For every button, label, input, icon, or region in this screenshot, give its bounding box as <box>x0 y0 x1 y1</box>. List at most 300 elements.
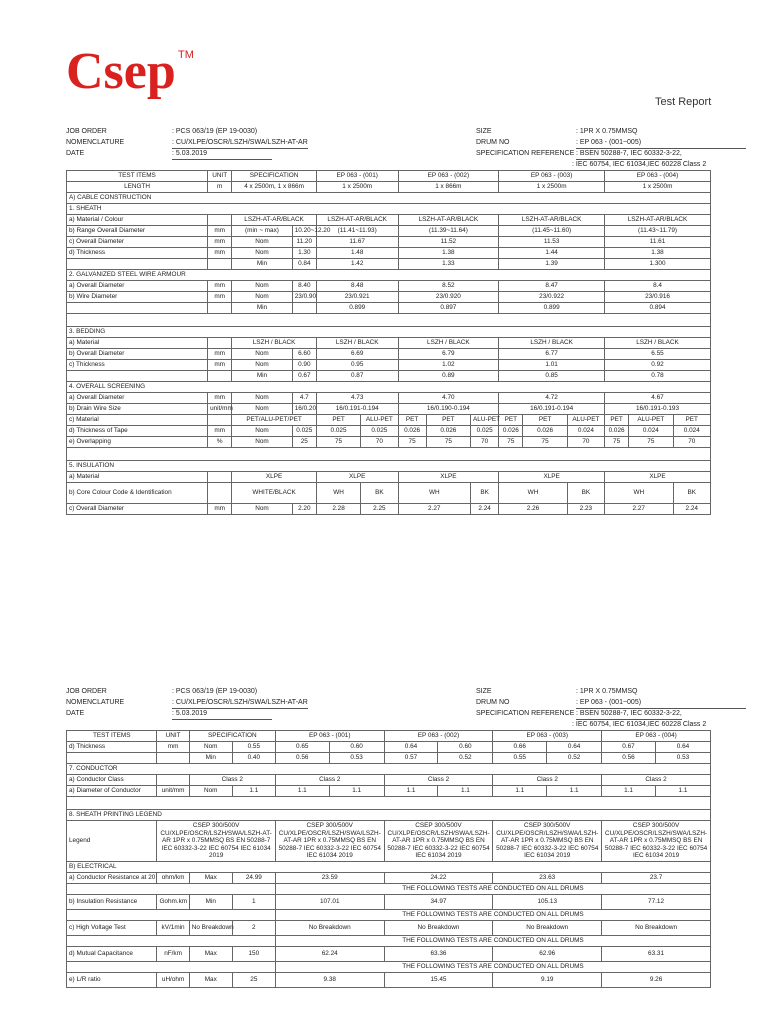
cell-value: No Breakdown <box>275 921 384 936</box>
cell-value: 1.48 <box>316 248 398 259</box>
cell-spec-type: Nom <box>232 237 292 248</box>
nomenclature-label: NOMENCLATURE <box>66 699 125 706</box>
cell-value: 23.7 <box>602 873 711 884</box>
section-title: 7. CONDUCTOR <box>67 764 711 775</box>
row-label: a) Overall Diameter <box>67 393 208 404</box>
cell-spec: 23/0.90 <box>292 292 316 303</box>
cell-value: (11.41~11.93) <box>316 226 398 237</box>
cell-value: 2.24 <box>673 504 710 515</box>
cell-value: 8.48 <box>316 281 398 292</box>
cell-value: 0.64 <box>384 742 438 753</box>
spec-value-1: : BSEN 50288-7, IEC 60332-3-22, <box>576 708 682 720</box>
drum-label: DRUM NO <box>476 139 510 146</box>
drum-value: : EP 063 - (001~005) <box>576 697 746 709</box>
cell-value: LSZH / BLACK <box>398 338 499 349</box>
cell-spec: 2.20 <box>292 504 316 515</box>
table-row <box>67 303 711 314</box>
cell-value: 70 <box>673 437 710 448</box>
size-value: : 1PR X 0.75MMSQ <box>576 688 638 695</box>
cell-value: 11.53 <box>499 237 605 248</box>
cell-value: 0.67 <box>602 742 656 753</box>
table-row <box>67 426 711 437</box>
cell-value: 4.72 <box>499 393 605 404</box>
col-drum-002: EP 063 - (002) <box>384 731 493 742</box>
cell-value: BK <box>673 483 710 504</box>
section-row <box>67 764 711 775</box>
cell-unit: mm <box>208 426 232 437</box>
cell-value: 1.33 <box>398 259 499 270</box>
col-drum-002: EP 063 - (002) <box>398 171 499 182</box>
cell-value: LSZH / BLACK <box>316 338 398 349</box>
cell-value: No Breakdown <box>384 921 493 936</box>
spacer-row <box>67 314 711 327</box>
cell-spec-type: Min <box>232 371 292 382</box>
cell-value: 0.53 <box>655 753 710 764</box>
cell-value: 2.23 <box>567 504 604 515</box>
table-row <box>67 973 711 988</box>
row-label: d) Thickness <box>67 742 157 753</box>
table-row <box>67 360 711 371</box>
cell-value: 1.1 <box>438 786 493 797</box>
job-order-label: JOB ORDER <box>66 688 107 695</box>
cell-value: 6.77 <box>499 349 605 360</box>
row-label: a) Conductor Resistance at 20 <box>67 873 157 884</box>
cell-value: 0.95 <box>316 360 398 371</box>
cell-value: LSZH-AT-AR/BLACK <box>316 215 398 226</box>
cell-value: PET <box>316 415 360 426</box>
cell-value: WH <box>499 483 568 504</box>
cell-value: ALU-PET <box>629 415 673 426</box>
section-row <box>67 461 711 472</box>
section-title: 2. GALVANIZED STEEL WIRE ARMOUR <box>67 270 711 281</box>
cell-value: 24.22 <box>384 873 493 884</box>
report-title: Test Report <box>655 96 712 108</box>
table-row <box>67 821 711 862</box>
cell-spec: 4.7 <box>292 393 316 404</box>
cell-spec: WHITE/BLACK <box>232 483 317 504</box>
row-label: LENGTH <box>67 182 208 193</box>
cell-value: 4.73 <box>316 393 398 404</box>
cell-value: 1 x 2500m <box>605 182 711 193</box>
cell-spec-type: Min <box>232 303 292 314</box>
cell-spec: 150 <box>232 947 275 962</box>
cell-spec-type: (min ~ max) <box>232 226 292 237</box>
cell-value: 0.026 <box>605 426 629 437</box>
cell-unit: % <box>208 437 232 448</box>
col-drum-003: EP 063 - (003) <box>499 171 605 182</box>
size-label: SIZE <box>476 128 492 135</box>
table-row <box>67 472 711 483</box>
row-label: a) Material / Colour <box>67 215 208 226</box>
cell-value: 0.024 <box>629 426 673 437</box>
nomenclature-value: : CU/XLPE/OSCR/LSZH/SWA/LSZH-AT-AR <box>172 697 308 709</box>
cell-value: 0.66 <box>493 742 547 753</box>
cell-value: 2.28 <box>316 504 360 515</box>
row-label: d) Mutual Capacitance <box>67 947 157 962</box>
cell-spec: PET/ALU-PET/PET <box>232 415 317 426</box>
cell-value: 0.89 <box>398 371 499 382</box>
all-drums-note: THE FOLLOWING TESTS ARE CONDUCTED ON ALL DRUMS <box>275 884 710 895</box>
cell-spec-type: Nom <box>232 360 292 371</box>
cell-value: 6.55 <box>605 349 711 360</box>
row-label: b) Core Colour Code & Identification <box>67 483 208 504</box>
cell-value: 8.47 <box>499 281 605 292</box>
cell-spec-type: Nom <box>232 349 292 360</box>
job-order-label: JOB ORDER <box>66 128 107 135</box>
cell-unit: Gohm.km <box>157 895 189 910</box>
cell-value: 2.27 <box>605 504 674 515</box>
cell-value: 0.024 <box>673 426 710 437</box>
cell-value: 0.894 <box>605 303 711 314</box>
cell-value: 75 <box>426 437 470 448</box>
cell-value: 1.300 <box>605 259 711 270</box>
cell-value: ALU-PET <box>471 415 499 426</box>
cell-value: 9.26 <box>602 973 711 988</box>
row-label: e) L/R ratio <box>67 973 157 988</box>
cell-value: 0.025 <box>316 426 360 437</box>
legend-text: CSEP 300/500V CU/XLPE/OSCR/LSZH/SWA/LSZH-AT-AR 1PR x 0.75MMSQ BS EN 50288-7 IEC 60332-3-22 IEC 60754 IEC 61034 2019 <box>384 821 493 862</box>
cell-unit: mm <box>208 292 232 303</box>
cell-value: 1.42 <box>316 259 398 270</box>
cell-value: 75 <box>605 437 629 448</box>
cell-spec: 1.30 <box>292 248 316 259</box>
cell-value: 6.69 <box>316 349 398 360</box>
row-label: b) Drain Wire Size <box>67 404 208 415</box>
row-label: a) Diameter of Conductor <box>67 786 157 797</box>
cell-spec: 0.90 <box>292 360 316 371</box>
section-title: B) ELECTRICAL <box>67 862 711 873</box>
cell-spec-type: Min <box>232 259 292 270</box>
cell-value: 70 <box>567 437 604 448</box>
table-row <box>67 504 711 515</box>
table-row <box>67 753 711 764</box>
cell-unit: unit/mm <box>157 786 189 797</box>
cell-value: PET <box>523 415 567 426</box>
row-label: e) Overlapping <box>67 437 208 448</box>
cell-value: 0.897 <box>398 303 499 314</box>
cell-value: Class 2 <box>602 775 711 786</box>
cell-value: 1.1 <box>547 786 602 797</box>
table-row <box>67 786 711 797</box>
cell-spec: 0.40 <box>232 753 275 764</box>
cell-value: 1.02 <box>398 360 499 371</box>
cell-value: 11.52 <box>398 237 499 248</box>
cell-value: (11.39~11.64) <box>398 226 499 237</box>
cell-value: 0.026 <box>398 426 426 437</box>
cell-spec-type: Nom <box>189 742 232 753</box>
cell-value: 8.52 <box>398 281 499 292</box>
legend-text: CSEP 300/500V CU/XLPE/OSCR/LSZH/SWA/LSZH-AT-AR 1PR x 0.75MMSQ BS EN 50288-7 IEC 60332-3-22 IEC 60754 IEC 61034 2019 <box>602 821 711 862</box>
section-row <box>67 862 711 873</box>
cell-value: 62.24 <box>275 947 384 962</box>
cell-unit: mm <box>157 742 189 753</box>
cell-spec: 4 x 2500m, 1 x 866m <box>232 182 317 193</box>
row-label: d) Thickness <box>67 248 208 259</box>
drum-label: DRUM NO <box>476 699 510 706</box>
cell-unit: mm <box>208 504 232 515</box>
col-specification: SPECIFICATION <box>189 731 275 742</box>
cell-value: 23/0.920 <box>398 292 499 303</box>
cell-value: PET <box>499 415 523 426</box>
cell-value: 0.78 <box>605 371 711 382</box>
cell-spec <box>292 303 316 314</box>
cell-value: 0.899 <box>499 303 605 314</box>
cell-value: LSZH / BLACK <box>499 338 605 349</box>
cell-value: BK <box>361 483 398 504</box>
cell-value: 1 x 2500m <box>316 182 398 193</box>
cell-spec-type: Min <box>189 895 232 910</box>
cell-spec: 16/0.20 <box>292 404 316 415</box>
row-label: a) Overall Diameter <box>67 281 208 292</box>
cell-value: 16/0.191-0.194 <box>316 404 398 415</box>
cell-value: BK <box>567 483 604 504</box>
test-table-page-1 <box>66 170 711 515</box>
cell-value: Class 2 <box>384 775 493 786</box>
date-label: DATE <box>66 710 85 717</box>
cell-value: 0.024 <box>567 426 604 437</box>
cell-value: PET <box>426 415 470 426</box>
cell-value: 1.1 <box>384 786 438 797</box>
cell-value: XLPE <box>316 472 398 483</box>
cell-spec: XLPE <box>232 472 317 483</box>
job-order-value: : PCS 063/19 (EP 19-0030) <box>172 688 258 695</box>
cell-value: 23/0.916 <box>605 292 711 303</box>
cell-value: 105.13 <box>493 895 602 910</box>
cell-value: Class 2 <box>275 775 384 786</box>
section-row <box>67 204 711 215</box>
spec-value-2: : IEC 60754, IEC 61034,IEC 60228 Class 2 <box>572 161 707 168</box>
row-label: a) Conductor Class <box>67 775 157 786</box>
cell-value: PET <box>673 415 710 426</box>
table-row <box>67 947 711 962</box>
cell-value: 0.64 <box>655 742 710 753</box>
table-row <box>67 215 711 226</box>
nomenclature-value: : CU/XLPE/OSCR/LSZH/SWA/LSZH-AT-AR <box>172 137 308 149</box>
cell-spec: 8.40 <box>292 281 316 292</box>
section-row <box>67 193 711 204</box>
note-row <box>67 910 711 921</box>
cell-value: BK <box>471 483 499 504</box>
cell-value: 0.60 <box>438 742 493 753</box>
row-label: b) Wire Diameter <box>67 292 208 303</box>
cell-value: 0.55 <box>493 753 547 764</box>
cell-value: 0.87 <box>316 371 398 382</box>
cell-value: 75 <box>629 437 673 448</box>
cell-value: 1.38 <box>398 248 499 259</box>
cell-spec: 0.84 <box>292 259 316 270</box>
table-row <box>67 775 711 786</box>
col-drum-001: EP 063 - (001) <box>275 731 384 742</box>
table-row <box>67 742 711 753</box>
cell-spec: 0.55 <box>232 742 275 753</box>
cell-value: 1.1 <box>602 786 656 797</box>
spec-label: SPECIFICATION REFERENCE <box>476 150 575 157</box>
cell-value: 2.27 <box>398 504 471 515</box>
table-row <box>67 338 711 349</box>
table-header-row <box>67 171 711 182</box>
cell-spec: 0.025 <box>292 426 316 437</box>
cell-value: 0.64 <box>547 742 602 753</box>
note-row <box>67 884 711 895</box>
cell-value: 34.97 <box>384 895 493 910</box>
cell-value: 4.70 <box>398 393 499 404</box>
row-label: c) Thickness <box>67 360 208 371</box>
cell-spec-type: Max <box>189 873 232 884</box>
section-row <box>67 810 711 821</box>
cell-value: 2.24 <box>471 504 499 515</box>
cell-spec: 25 <box>232 973 275 988</box>
cell-spec-type: Nom <box>232 248 292 259</box>
table-row <box>67 895 711 910</box>
cell-value: ALU-PET <box>567 415 604 426</box>
cell-value: 1.1 <box>655 786 710 797</box>
cell-unit: mm <box>208 237 232 248</box>
table-row <box>67 281 711 292</box>
table-row <box>67 292 711 303</box>
cell-value: 1.1 <box>493 786 547 797</box>
size-value: : 1PR X 0.75MMSQ <box>576 128 638 135</box>
row-label: d) Thickness of Tape <box>67 426 208 437</box>
cell-value: No Breakdown <box>493 921 602 936</box>
cell-value: 0.025 <box>471 426 499 437</box>
table-row <box>67 415 711 426</box>
cell-value: PET <box>398 415 426 426</box>
size-label: SIZE <box>476 688 492 695</box>
section-row <box>67 382 711 393</box>
all-drums-note: THE FOLLOWING TESTS ARE CONDUCTED ON ALL DRUMS <box>275 962 710 973</box>
section-title: 4. OVERALL SCREENING <box>67 382 711 393</box>
cell-spec: 11.20 <box>292 237 316 248</box>
cell-value: 75 <box>316 437 360 448</box>
table-row <box>67 226 711 237</box>
cell-unit: mm <box>208 360 232 371</box>
cell-value: 8.4 <box>605 281 711 292</box>
cell-spec-type: Min <box>189 753 232 764</box>
cell-value: 75 <box>398 437 426 448</box>
spacer-row <box>67 448 711 461</box>
cell-spec-type: Nom <box>232 393 292 404</box>
cell-value: 9.38 <box>275 973 384 988</box>
job-order-value: : PCS 063/19 (EP 19-0030) <box>172 128 258 135</box>
cell-value: 16/0.191-0.193 <box>605 404 711 415</box>
all-drums-note: THE FOLLOWING TESTS ARE CONDUCTED ON ALL DRUMS <box>275 936 710 947</box>
nomenclature-label: NOMENCLATURE <box>66 139 125 146</box>
cell-value: 75 <box>523 437 567 448</box>
logo-text: Csep <box>66 43 176 100</box>
cell-value: 0.026 <box>523 426 567 437</box>
table-row <box>67 237 711 248</box>
cell-value: 1.38 <box>605 248 711 259</box>
row-label: b) Insulation Resistance <box>67 895 157 910</box>
cell-value: LSZH-AT-AR/BLACK <box>499 215 605 226</box>
cell-spec: 25 <box>292 437 316 448</box>
table-row <box>67 393 711 404</box>
cell-spec: LSZH / BLACK <box>232 338 317 349</box>
cell-spec-type: No Breakdown <box>189 921 232 936</box>
cell-value: 16/0.191-0.194 <box>499 404 605 415</box>
cell-value: 0.025 <box>361 426 398 437</box>
cell-value: 1 x 2500m <box>499 182 605 193</box>
cell-spec-type: Nom <box>232 281 292 292</box>
table-row <box>67 182 711 193</box>
cell-value: 62.96 <box>493 947 602 962</box>
cell-value: 2.26 <box>499 504 568 515</box>
cell-spec: 0.67 <box>292 371 316 382</box>
cell-value: LSZH-AT-AR/BLACK <box>605 215 711 226</box>
row-label: c) High Voltage Test <box>67 921 157 936</box>
cell-value: 1.39 <box>499 259 605 270</box>
cell-value: No Breakdown <box>602 921 711 936</box>
legend-text: CSEP 300/500V CU/XLPE/OSCR/LSZH/SWA/LSZH-AT-AR 1PR x 0.75MMSQ BS EN 50288-7 IEC 60332-3-22 IEC 60754 IEC 61034 2019 <box>275 821 384 862</box>
col-drum-003: EP 063 - (003) <box>493 731 602 742</box>
cell-unit: m <box>208 182 232 193</box>
cell-value: WH <box>398 483 471 504</box>
cell-value: LSZH / BLACK <box>605 338 711 349</box>
cell-value: 0.026 <box>426 426 470 437</box>
spec-value-1: : BSEN 50288-7, IEC 60332-3-22, <box>576 148 682 160</box>
cell-value: PET <box>605 415 629 426</box>
cell-value: (11.43~11.79) <box>605 226 711 237</box>
cell-unit: unit/mm <box>208 404 232 415</box>
section-title: 3. BEDDING <box>67 327 711 338</box>
cell-value: 23.63 <box>493 873 602 884</box>
cell-spec: LSZH-AT-AR/BLACK <box>232 215 317 226</box>
cell-spec-type: Nom <box>232 504 292 515</box>
cell-value: 0.65 <box>275 742 329 753</box>
cell-spec-type: Max <box>189 973 232 988</box>
cell-value: 2.25 <box>361 504 398 515</box>
table-row <box>67 259 711 270</box>
table-header-row <box>67 731 711 742</box>
cell-value: 77.12 <box>602 895 711 910</box>
cell-value: 107.01 <box>275 895 384 910</box>
cell-value: 11.61 <box>605 237 711 248</box>
cell-value: 0.92 <box>605 360 711 371</box>
cell-value: Class 2 <box>493 775 602 786</box>
cell-value: 23/0.922 <box>499 292 605 303</box>
report-header-page-2 <box>66 686 746 730</box>
cell-value: 23/0.921 <box>316 292 398 303</box>
row-label: c) Material <box>67 415 208 426</box>
cell-value: XLPE <box>605 472 711 483</box>
section-row <box>67 270 711 281</box>
note-row <box>67 962 711 973</box>
cell-value: 0.85 <box>499 371 605 382</box>
cell-value: 70 <box>471 437 499 448</box>
cell-value: 0.56 <box>602 753 656 764</box>
cell-value: 0.899 <box>316 303 398 314</box>
row-label: b) Range Overall Diameter <box>67 226 208 237</box>
cell-spec: 1 <box>232 895 275 910</box>
cell-value: 70 <box>361 437 398 448</box>
test-table-page-2 <box>66 730 711 988</box>
section-title: 8. SHEATH PRINTING LEGEND <box>67 810 711 821</box>
cell-value: 0.56 <box>275 753 329 764</box>
cell-value: XLPE <box>499 472 605 483</box>
col-drum-004: EP 063 - (004) <box>602 731 711 742</box>
cell-unit: mm <box>208 226 232 237</box>
table-row <box>67 404 711 415</box>
cell-value: 6.79 <box>398 349 499 360</box>
cell-spec-type: Nom <box>232 292 292 303</box>
cell-spec: 10.20~12.20 <box>292 226 316 237</box>
col-unit: UNIT <box>208 171 232 182</box>
table-row <box>67 921 711 936</box>
col-drum-004: EP 063 - (004) <box>605 171 711 182</box>
table-row <box>67 371 711 382</box>
table-row <box>67 248 711 259</box>
cell-value: 75 <box>499 437 523 448</box>
